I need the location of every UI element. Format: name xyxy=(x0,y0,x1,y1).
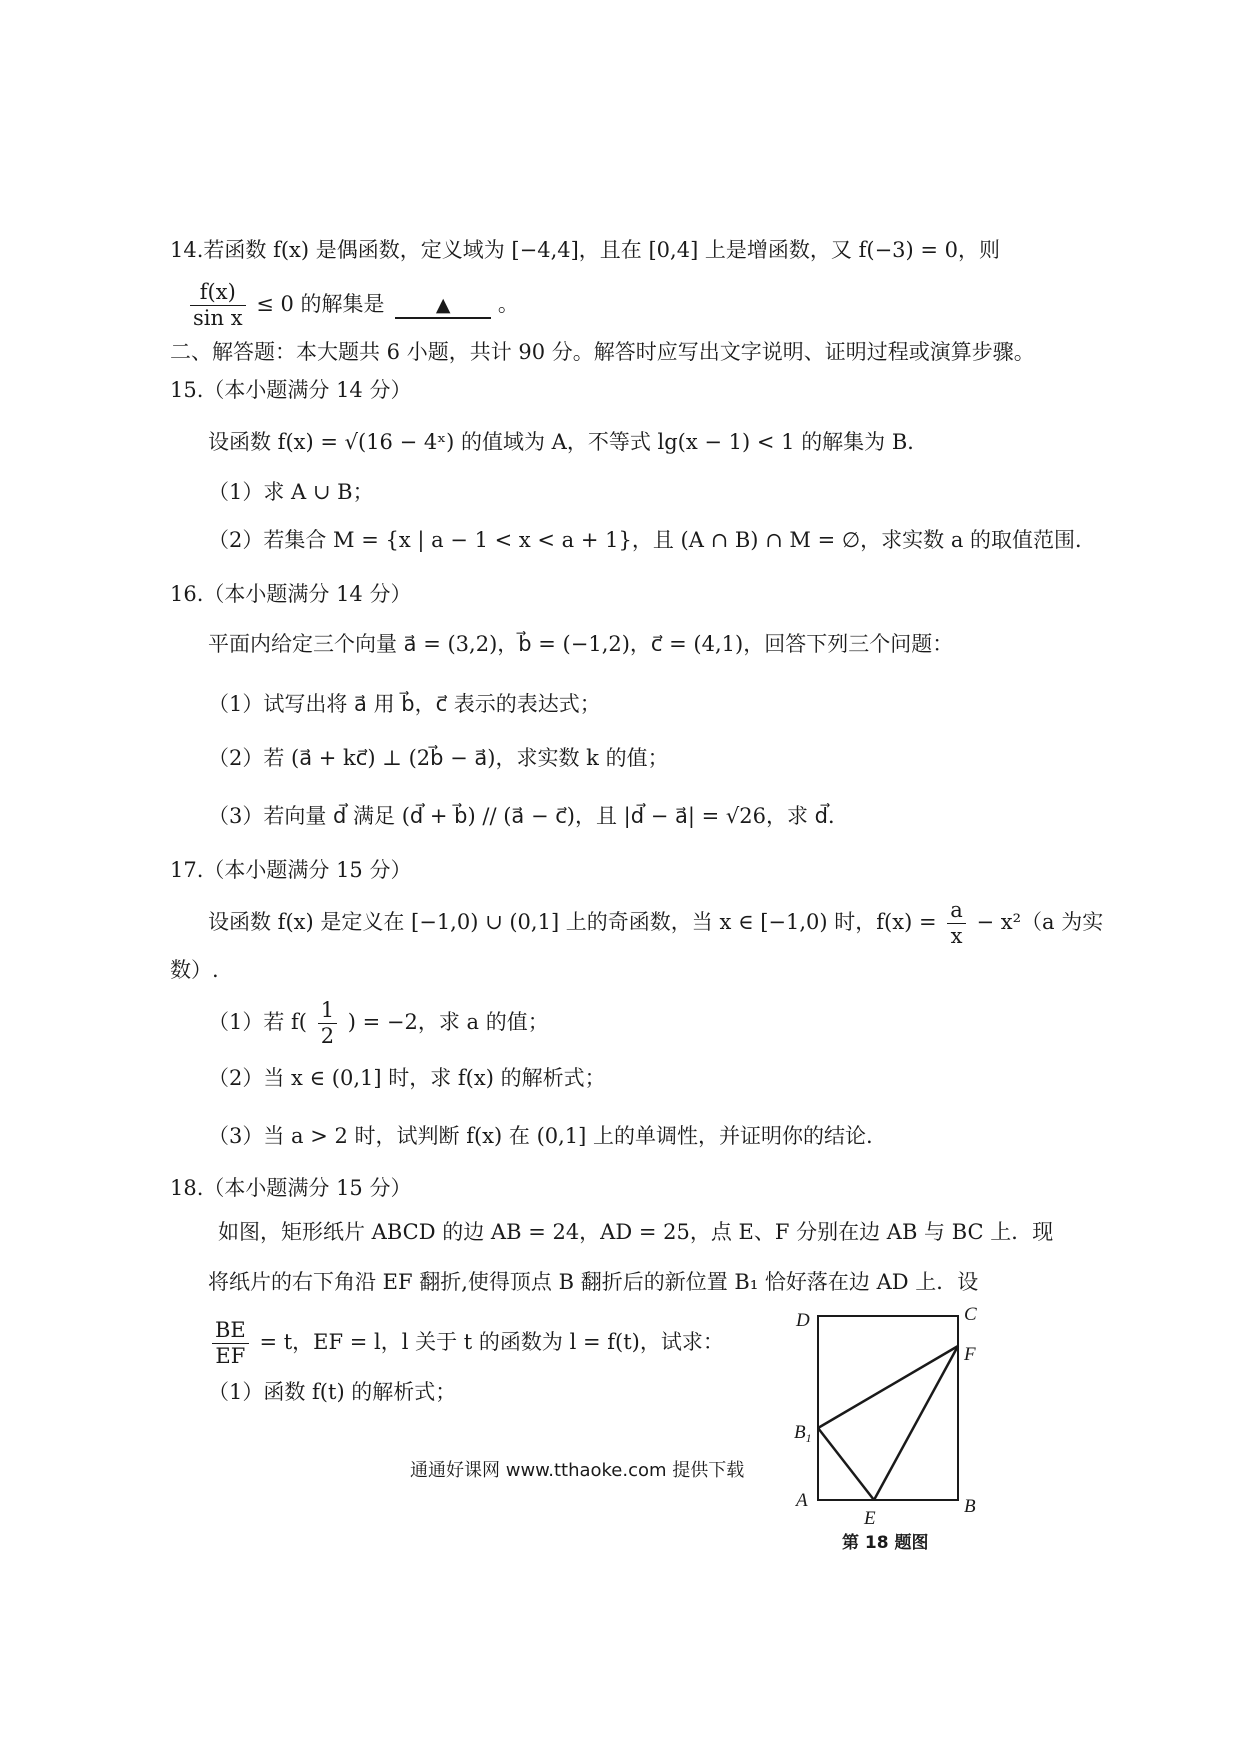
label-b1-sub: 1 xyxy=(805,1431,812,1445)
q17-stem-frac-numerator: a xyxy=(947,898,966,924)
label-b1 xyxy=(794,1422,812,1445)
q17-stem-fraction xyxy=(947,898,966,949)
label-b: B xyxy=(964,1496,976,1517)
q17-part2: （2）当 x ∈ (0,1] 时，求 f(x) 的解析式； xyxy=(208,1066,606,1090)
q16-part2: （2）若 (a⃗ + kc⃗) ⊥ (2b⃗ − a⃗)，求实数 k 的值； xyxy=(208,746,669,770)
q14-fraction xyxy=(190,280,246,331)
q17-part3: （3）当 a > 2 时，试判断 f(x) 在 (0,1] 上的单调性，并证明你的结论. xyxy=(208,1124,873,1148)
label-a: A xyxy=(796,1490,808,1511)
q17-stem-a: 设函数 f(x) 是定义在 [−1,0) ∪ (0,1] 上的奇函数，当 x ∈ [−1,0) 时，f(x) = xyxy=(208,910,937,935)
q15-header: 15.（本小题满分 14 分） xyxy=(170,378,412,402)
q17-header: 17.（本小题满分 15 分） xyxy=(170,858,412,882)
label-e: E xyxy=(864,1508,876,1529)
q14-line2 xyxy=(186,280,519,331)
label-f: F xyxy=(964,1344,976,1365)
q15-part1: （1）求 A ∪ B； xyxy=(208,480,374,504)
q18-line2: 将纸片的右下角沿 EF 翻折,使得顶点 B 翻折后的新位置 B₁ 恰好落在边 AD 上．设 xyxy=(208,1270,979,1294)
q17-part1-frac-denominator: 2 xyxy=(320,1024,335,1049)
q14-line1 xyxy=(170,238,1000,263)
q17-part1-frac-numerator: 1 xyxy=(318,998,337,1024)
segment-b1-e xyxy=(818,1428,874,1500)
q16-stem: 平面内给定三个向量 a⃗ = (3,2)，b⃗ = (−1,2)，c⃗ = (4,1)，回答下列三个问题： xyxy=(208,632,954,656)
q18-line3-text: = t，EF = l，l 关于 t 的函数为 l = f(t)，试求： xyxy=(259,1330,724,1355)
label-c: C xyxy=(964,1304,977,1325)
q16-header: 16.（本小题满分 14 分） xyxy=(170,582,412,606)
q17-part1 xyxy=(208,998,549,1049)
q18-frac-denominator: EF xyxy=(215,1344,246,1369)
q18-frac-numerator: BE xyxy=(212,1318,249,1344)
fold-line-ef xyxy=(874,1346,958,1500)
q14-after-fraction: ≤ 0 的解集是 xyxy=(256,292,385,317)
q17-part1-fraction xyxy=(318,998,337,1049)
q14-text: 14.若函数 f(x) 是偶函数，定义域为 [−4,4]，且在 [0,4] 上是增函数，又 f(−3) = 0，则 xyxy=(170,238,1001,262)
triangle-icon: ▲ xyxy=(435,294,451,317)
label-b1-main: B xyxy=(794,1422,806,1443)
q18-line3 xyxy=(208,1318,724,1369)
q18-line1: 如图，矩形纸片 ABCD 的边 AB = 24，AD = 25，点 E、F 分别在边 AB 与 BC 上．现 xyxy=(218,1220,1054,1244)
q15-part2: （2）若集合 M = {x | a − 1 < x < a + 1}，且 (A ∩ B) ∩ M = ∅，求实数 a 的取值范围． xyxy=(208,528,1097,552)
q15-stem: 设函数 f(x) = √(16 − 4ˣ) 的值域为 A，不等式 lg(x − 1) < 1 的解集为 B． xyxy=(208,430,929,454)
q18-fraction xyxy=(212,1318,249,1369)
q14-frac-numerator: f(x) xyxy=(190,280,246,306)
q17-stem xyxy=(208,898,1103,949)
q17-part1-a: （1）若 f( xyxy=(208,1010,308,1035)
q17-part1-b: ) = −2，求 a 的值； xyxy=(347,1010,549,1035)
q17-stem-continued: 数）. xyxy=(170,958,219,982)
q14-frac-denominator: sin x xyxy=(193,306,243,331)
q18-part1: （1）函数 f(t) 的解析式； xyxy=(208,1380,457,1404)
q14-end: 。 xyxy=(497,292,519,317)
section-2-heading: 二、解答题：本大题共 6 小题，共计 90 分。解答时应写出文字说明、证明过程或演算步骤。 xyxy=(170,340,1035,364)
q14-answer-blank xyxy=(395,294,491,319)
q16-part1: （1）试写出将 a⃗ 用 b⃗，c⃗ 表示的表达式； xyxy=(208,692,601,716)
footer-source: 通通好课网 www.tthaoke.com 提供下载 xyxy=(410,1460,745,1481)
label-d: D xyxy=(796,1310,810,1331)
q16-part3: （3）若向量 d⃗ 满足 (d⃗ + b⃗) // (a⃗ − c⃗)，且 |d⃗ − a⃗| = √26，求 d⃗． xyxy=(208,804,849,828)
q17-stem-b: − x²（a 为实 xyxy=(976,910,1104,935)
q18-header: 18.（本小题满分 15 分） xyxy=(170,1176,412,1200)
q17-stem-frac-denominator: x xyxy=(950,924,963,949)
figure-caption: 第 18 题图 xyxy=(842,1533,929,1553)
q18-figure xyxy=(780,1290,1020,1554)
